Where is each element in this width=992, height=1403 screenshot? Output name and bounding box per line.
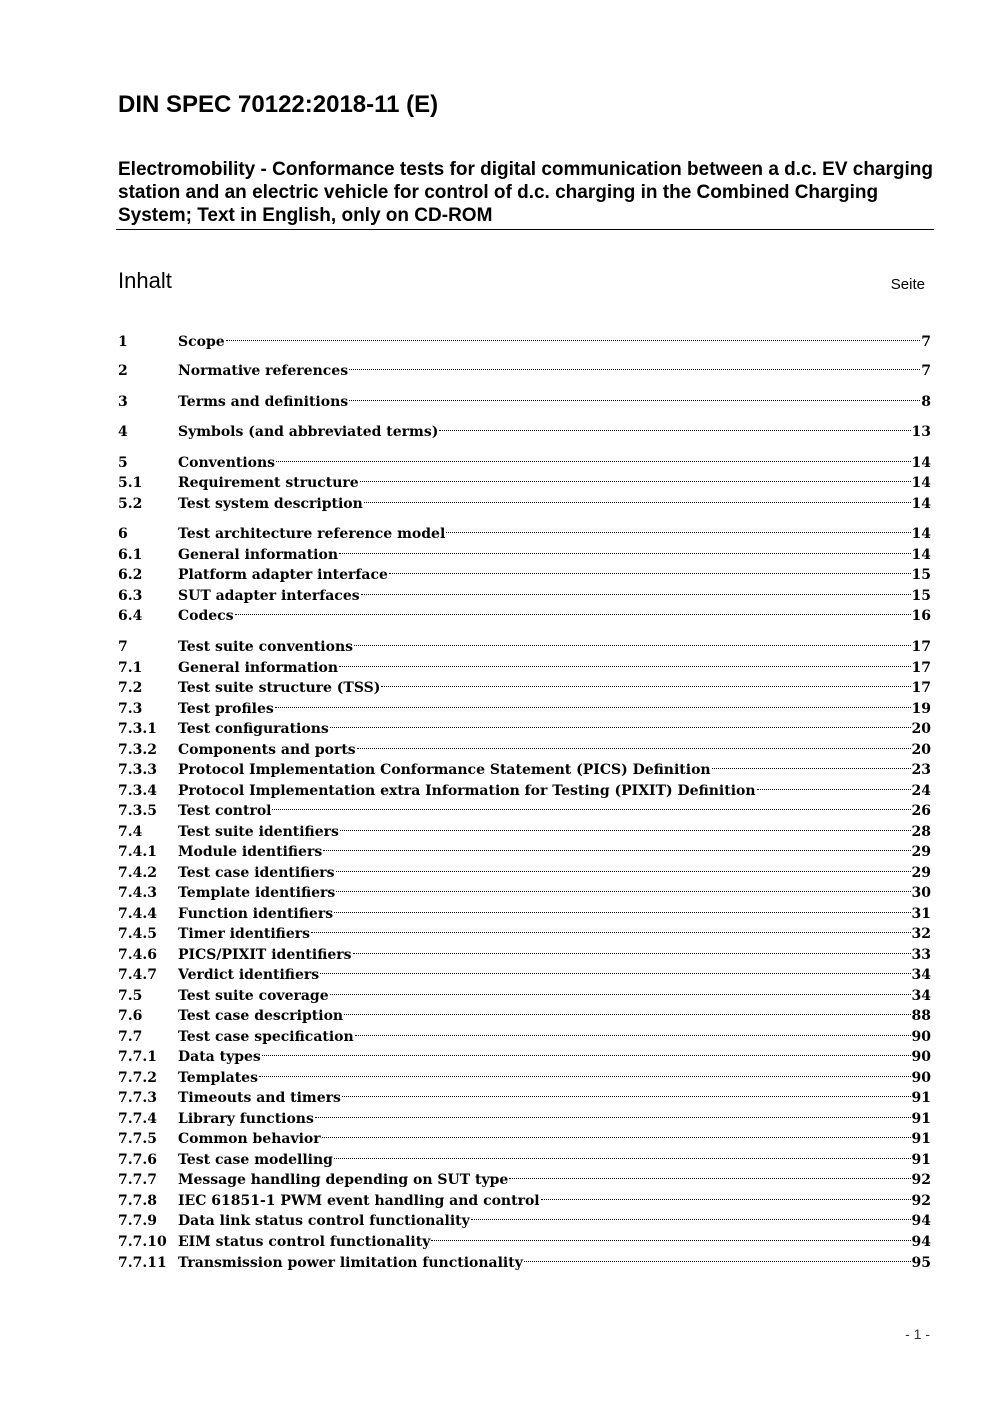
toc-entry[interactable] (118, 795, 931, 819)
page-number: - 1 - (905, 1326, 930, 1342)
toc-dot-leader (361, 580, 911, 600)
toc-entry-number: 6.4 (118, 608, 143, 624)
toc-entry-number: 7.4.2 (118, 865, 157, 881)
toc-entry[interactable] (118, 775, 931, 799)
toc-entry[interactable] (118, 959, 931, 983)
toc-entry-number: 7.3.4 (118, 783, 157, 799)
toc-entry-number: 7.4.6 (118, 947, 157, 963)
toc-entry[interactable] (118, 734, 931, 758)
toc-entry[interactable] (118, 631, 931, 655)
toc-entry-number: 3 (118, 394, 128, 410)
toc-entry[interactable] (118, 1123, 931, 1147)
toc-entry-page: 91 (911, 1131, 931, 1147)
toc-entry-page: 91 (911, 1152, 931, 1168)
toc-entry[interactable] (118, 713, 931, 737)
toc-entry[interactable] (118, 1247, 931, 1271)
toc-entry-title: General information (178, 547, 339, 563)
toc-entry-page: 7 (921, 363, 931, 379)
toc-entry-page: 28 (911, 824, 931, 840)
toc-entry-number: 7.7.8 (118, 1193, 157, 1209)
toc-entry-number: 7.3.1 (118, 721, 157, 737)
toc-entry[interactable] (118, 918, 931, 942)
toc-entry-page: 23 (911, 762, 931, 778)
toc-dot-leader (389, 559, 911, 579)
toc-entry[interactable] (118, 1062, 931, 1086)
toc-entry-number: 7.7.6 (118, 1152, 157, 1168)
toc-entry[interactable] (118, 386, 931, 410)
toc-entry-page: 17 (911, 680, 931, 696)
toc-entry[interactable] (118, 857, 931, 881)
toc-entry-number: 5.1 (118, 475, 143, 491)
toc-dot-leader (757, 775, 911, 795)
toc-entry-page: 91 (911, 1090, 931, 1106)
toc-entry-title: Test suite coverage (178, 988, 329, 1004)
toc-entry-number: 7.4.7 (118, 967, 157, 983)
toc-entry-title: PICS/PIXIT identifiers (178, 947, 352, 963)
toc-entry-title: Components and ports (178, 742, 356, 758)
table-of-contents (118, 0, 931, 1403)
toc-entry-page: 20 (911, 742, 931, 758)
toc-dot-leader (354, 631, 911, 651)
toc-entry[interactable] (118, 1205, 931, 1229)
toc-entry-number: 7.3 (118, 701, 143, 717)
toc-dot-leader (541, 1185, 911, 1205)
toc-entry-title: Transmission power limitation functionality (178, 1255, 523, 1271)
toc-dot-leader (353, 939, 911, 959)
toc-entry[interactable] (118, 1000, 931, 1024)
toc-dot-leader (330, 980, 911, 1000)
toc-entry-page: 17 (911, 660, 931, 676)
toc-entry-title: Timeouts and timers (178, 1090, 341, 1106)
toc-entry-page: 20 (911, 721, 931, 737)
toc-entry-page: 14 (911, 475, 931, 491)
toc-entry[interactable] (118, 836, 931, 860)
toc-entry[interactable] (118, 580, 931, 604)
toc-dot-leader (330, 713, 911, 733)
toc-entry[interactable] (118, 1164, 931, 1188)
document-title: Electromobility - Conformance tests for digital communication between a d.c. EV charging station and an electric vehicle for control of d.c. charging in the Combined Charging System; Text in English, only on CD-ROM (118, 159, 934, 226)
toc-entry-title: Template identifiers (178, 885, 336, 901)
toc-entry-title: EIM status control functionality (178, 1234, 431, 1250)
toc-entry-page: 17 (911, 639, 931, 655)
toc-dot-leader (336, 877, 910, 897)
toc-entry-number: 7.4.4 (118, 906, 157, 922)
toc-entry[interactable] (118, 1082, 931, 1106)
toc-entry-title: Templates (178, 1070, 258, 1086)
toc-dot-leader (439, 416, 910, 436)
toc-entry-title: Data types (178, 1049, 261, 1065)
toc-entry-title: Test suite structure (TSS) (178, 680, 381, 696)
toc-entry-number: 7.7.1 (118, 1049, 157, 1065)
toc-entry-page: 15 (911, 588, 931, 604)
toc-entry-title: Common behavior (178, 1131, 321, 1147)
toc-dot-leader (276, 447, 910, 467)
toc-entry-number: 7.5 (118, 988, 143, 1004)
toc-dot-leader (235, 600, 911, 620)
toc-dot-leader (339, 539, 911, 559)
toc-dot-leader (364, 488, 911, 508)
toc-entry[interactable] (118, 1144, 931, 1168)
toc-entry-number: 7.7.10 (118, 1234, 167, 1250)
toc-entry-number: 7.7.2 (118, 1070, 157, 1086)
toc-entry-page: 92 (911, 1172, 931, 1188)
toc-entry-title: Test control (178, 803, 272, 819)
toc-entry-page: 29 (911, 865, 931, 881)
toc-entry-title: Test suite identifiers (178, 824, 339, 840)
toc-dot-leader (272, 795, 910, 815)
toc-entry-number: 7.7.4 (118, 1111, 157, 1127)
toc-entry-title: Module identifiers (178, 844, 323, 860)
toc-dot-leader (446, 518, 910, 538)
toc-entry[interactable] (118, 1021, 931, 1045)
toc-entry-number: 7.4.5 (118, 926, 157, 942)
toc-entry-title: Normative references (178, 363, 349, 379)
toc-entry[interactable] (118, 898, 931, 922)
toc-entry-page: 7 (921, 334, 931, 350)
toc-dot-leader (311, 918, 910, 938)
toc-entry[interactable] (118, 693, 931, 717)
toc-entry-number: 5 (118, 455, 128, 471)
toc-entry-page: 90 (911, 1070, 931, 1086)
toc-entry-page: 34 (911, 967, 931, 983)
toc-dot-leader (349, 386, 920, 406)
toc-entry-title: Test suite conventions (178, 639, 354, 655)
toc-page-column-label: Seite (890, 276, 925, 293)
toc-dot-leader (275, 693, 911, 713)
toc-entry-number: 7.7.11 (118, 1255, 167, 1271)
toc-entry-title: SUT adapter interfaces (178, 588, 360, 604)
toc-entry-number: 7.7.9 (118, 1213, 157, 1229)
toc-dot-leader (342, 1082, 911, 1102)
toc-entry-title: Scope (178, 334, 225, 350)
toc-entry-number: 5.2 (118, 496, 143, 512)
toc-entry-title: Data link status control functionality (178, 1213, 470, 1229)
toc-entry-page: 90 (911, 1029, 931, 1045)
toc-dot-leader (334, 1144, 911, 1164)
toc-entry[interactable] (118, 672, 931, 696)
toc-entry-number: 7.4.1 (118, 844, 157, 860)
toc-entry-title: Test case identifiers (178, 865, 335, 881)
toc-entry-number: 6 (118, 526, 128, 542)
toc-entry-page: 14 (911, 455, 931, 471)
toc-entry[interactable] (118, 877, 931, 901)
toc-dot-leader (357, 734, 911, 754)
toc-entry-page: 13 (911, 424, 931, 440)
toc-entry-page: 90 (911, 1049, 931, 1065)
toc-entry-title: Test case specification (178, 1029, 354, 1045)
toc-entry-title: Test profiles (178, 701, 274, 717)
toc-entry-title: General information (178, 660, 339, 676)
toc-entry-title: Test case modelling (178, 1152, 333, 1168)
toc-entry-number: 7.3.3 (118, 762, 157, 778)
toc-entry-page: 24 (911, 783, 931, 799)
toc-entry-number: 6.3 (118, 588, 143, 604)
toc-entry[interactable] (118, 816, 931, 840)
toc-entry-page: 26 (911, 803, 931, 819)
toc-entry-title: Conventions (178, 455, 276, 471)
toc-entry-page: 16 (911, 608, 931, 624)
toc-dot-leader (524, 1247, 911, 1267)
toc-entry-page: 88 (911, 1008, 931, 1024)
toc-entry-title: Test case description (178, 1008, 344, 1024)
toc-entry-title: Requirement structure (178, 475, 359, 491)
toc-entry-number: 7.1 (118, 660, 143, 676)
document-id: DIN SPEC 70122:2018-11 (E) (118, 91, 439, 118)
toc-entry-number: 7 (118, 639, 128, 655)
toc-entry-number: 7.3.5 (118, 803, 157, 819)
toc-entry-title: Protocol Implementation Conformance Statement (PICS) Definition (178, 762, 711, 778)
toc-entry-page: 34 (911, 988, 931, 1004)
toc-entry[interactable] (118, 326, 931, 350)
toc-heading: Inhalt (118, 268, 172, 293)
toc-entry-title: Library functions (178, 1111, 314, 1127)
toc-entry-title: Verdict identifiers (178, 967, 320, 983)
toc-dot-leader (360, 467, 911, 487)
toc-entry-page: 30 (911, 885, 931, 901)
toc-entry[interactable] (118, 518, 931, 542)
toc-entry[interactable] (118, 600, 931, 624)
toc-entry[interactable] (118, 939, 931, 963)
toc-entry-title: Codecs (178, 608, 234, 624)
toc-dot-leader (509, 1164, 910, 1184)
toc-dot-leader (336, 857, 911, 877)
toc-entry[interactable] (118, 980, 931, 1004)
toc-entry-number: 6.1 (118, 547, 143, 563)
toc-entry-page: 19 (911, 701, 931, 717)
toc-entry[interactable] (118, 416, 931, 440)
toc-entry-title: Message handling depending on SUT type (178, 1172, 509, 1188)
toc-entry-page: 33 (911, 947, 931, 963)
toc-entry-number: 7.4 (118, 824, 143, 840)
toc-entry-title: Test configurations (178, 721, 329, 737)
toc-entry-page: 94 (911, 1213, 931, 1229)
toc-entry-title: Terms and definitions (178, 394, 349, 410)
toc-entry-page: 14 (911, 547, 931, 563)
toc-dot-leader (226, 326, 921, 346)
toc-entry-page: 14 (911, 496, 931, 512)
toc-entry-title: Protocol Implementation extra Information for Testing (PIXIT) Definition (178, 783, 756, 799)
toc-entry-number: 4 (118, 424, 128, 440)
toc-entry[interactable] (118, 1041, 931, 1065)
toc-entry[interactable] (118, 559, 931, 583)
toc-entry-number: 1 (118, 334, 128, 350)
toc-entry-number: 7.6 (118, 1008, 143, 1024)
toc-dot-leader (471, 1205, 911, 1225)
toc-entry-number: 7.3.2 (118, 742, 157, 758)
toc-entry-page: 15 (911, 567, 931, 583)
toc-entry-title: Test architecture reference model (178, 526, 446, 542)
toc-dot-leader (381, 672, 910, 692)
toc-entry-page: 8 (921, 394, 931, 410)
toc-entry-title: Timer identifiers (178, 926, 311, 942)
toc-dot-leader (355, 1021, 911, 1041)
toc-dot-leader (320, 959, 910, 979)
toc-entry[interactable] (118, 754, 931, 778)
toc-dot-leader (339, 652, 911, 672)
toc-entry[interactable] (118, 355, 931, 379)
toc-entry-number: 7.4.3 (118, 885, 157, 901)
toc-entry[interactable] (118, 1226, 931, 1250)
toc-dot-leader (431, 1226, 910, 1246)
toc-dot-leader (259, 1062, 911, 1082)
toc-entry-number: 6.2 (118, 567, 143, 583)
toc-entry-page: 14 (911, 526, 931, 542)
toc-dot-leader (349, 355, 920, 375)
toc-dot-leader (334, 898, 910, 918)
toc-entry-title: Platform adapter interface (178, 567, 388, 583)
toc-entry-page: 31 (911, 906, 931, 922)
toc-dot-leader (322, 1123, 911, 1143)
toc-entry-page: 94 (911, 1234, 931, 1250)
toc-entry-page: 92 (911, 1193, 931, 1209)
toc-entry[interactable] (118, 1185, 931, 1209)
toc-entry-page: 91 (911, 1111, 931, 1127)
toc-dot-leader (323, 836, 910, 856)
toc-dot-leader (712, 754, 911, 774)
toc-dot-leader (340, 816, 911, 836)
toc-entry-title: Function identifiers (178, 906, 334, 922)
toc-entry-number: 7.7.5 (118, 1131, 157, 1147)
toc-entry-number: 7.7.3 (118, 1090, 157, 1106)
toc-entry[interactable] (118, 447, 931, 471)
toc-entry-number: 7.2 (118, 680, 143, 696)
toc-entry[interactable] (118, 488, 931, 512)
toc-entry[interactable] (118, 1103, 931, 1127)
toc-entry-number: 7.7.7 (118, 1172, 157, 1188)
toc-entry[interactable] (118, 652, 931, 676)
toc-entry-title: IEC 61851-1 PWM event handling and control (178, 1193, 540, 1209)
toc-dot-leader (344, 1000, 910, 1020)
toc-entry[interactable] (118, 539, 931, 563)
toc-entry[interactable] (118, 467, 931, 491)
toc-entry-title: Test system description (178, 496, 363, 512)
toc-entry-number: 7.7 (118, 1029, 143, 1045)
toc-entry-page: 29 (911, 844, 931, 860)
toc-entry-number: 2 (118, 363, 128, 379)
toc-entry-title: Symbols (and abbreviated terms) (178, 424, 439, 440)
toc-dot-leader (262, 1041, 911, 1061)
toc-entry-page: 95 (911, 1255, 931, 1271)
toc-entry-page: 32 (911, 926, 931, 942)
toc-dot-leader (315, 1103, 911, 1123)
